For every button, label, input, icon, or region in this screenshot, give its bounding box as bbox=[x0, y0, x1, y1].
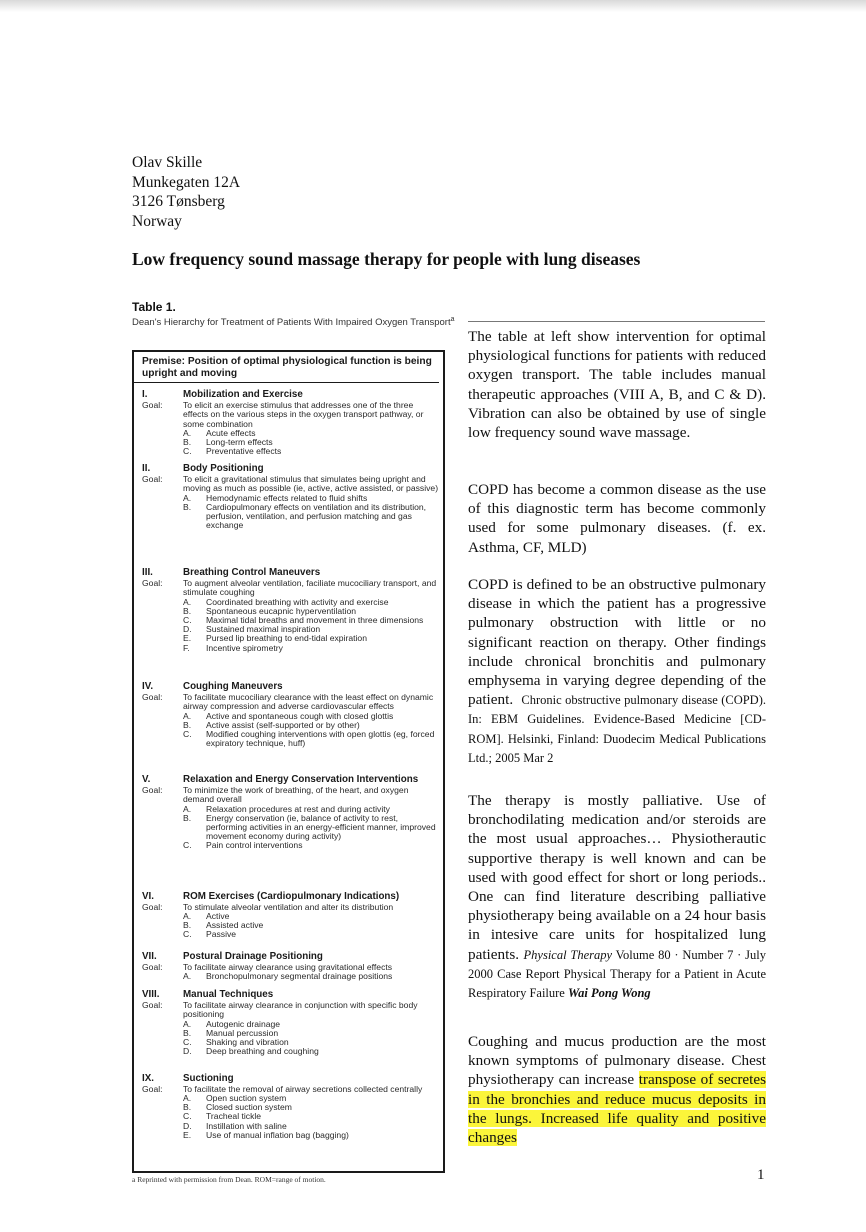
item-letter: E. bbox=[183, 1129, 192, 1140]
treatment-hierarchy-table bbox=[132, 350, 445, 1173]
table-section bbox=[142, 990, 439, 1056]
section-item bbox=[142, 447, 439, 456]
item-letter: E. bbox=[183, 633, 192, 644]
table-section bbox=[142, 568, 439, 653]
goal-text: To minimize the work of breathing, of the heart, and oxygen demand overall bbox=[183, 784, 409, 804]
section-roman-numeral: VI. bbox=[142, 891, 154, 902]
author-name: Olav Skille bbox=[132, 154, 203, 171]
goal-text: To elicit an exercise stimulus that addresses one of the three effects on the various steps in the oxygen transport pathway, or some combination bbox=[183, 399, 424, 429]
item-text: Active assist (self-supported or by other) bbox=[206, 719, 360, 730]
item-letter: B. bbox=[183, 1027, 192, 1038]
section-roman-numeral: VIII. bbox=[142, 989, 160, 1000]
paragraph-1: The table at left show intervention for optimal physiological functions for patients with reduced oxygen transport. The table includes manual therapeutic approaches (VIII A, B, and C & D). Vibration can also be obtained by use of single low frequency sound wave massage. bbox=[468, 328, 766, 442]
item-text: Maximal tidal breaths and movement in three dimensions bbox=[206, 614, 424, 625]
item-letter: C. bbox=[183, 929, 192, 940]
item-text: Acute effects bbox=[206, 428, 256, 438]
item-text: Sustained maximal inspiration bbox=[206, 624, 321, 635]
item-text: Use of manual inflation bag (bagging) bbox=[206, 1129, 349, 1140]
goal-label: Goal: bbox=[142, 961, 163, 972]
goal-label: Goal: bbox=[142, 999, 163, 1010]
item-letter: A. bbox=[183, 492, 192, 503]
goal-text: To elicit a gravitational stimulus that simulates being upright and moving as much as possible (ie, active, active assisted, or passive) bbox=[183, 473, 439, 493]
item-text: Manual percussion bbox=[206, 1027, 279, 1038]
section-title: Relaxation and Energy Conservation Interventions bbox=[183, 774, 419, 785]
section-item bbox=[142, 503, 439, 531]
goal-label: Goal: bbox=[142, 691, 163, 702]
section-item bbox=[142, 644, 439, 653]
section-goal bbox=[142, 693, 439, 712]
item-letter: F. bbox=[183, 642, 190, 653]
table-section bbox=[142, 775, 439, 851]
section-roman-numeral: IV. bbox=[142, 681, 154, 692]
table-label: Table 1. bbox=[132, 300, 176, 314]
item-text: Preventative effects bbox=[206, 446, 282, 457]
window-top-shadow bbox=[0, 0, 866, 12]
item-text: Energy conservation (ie, balance of activity to rest, performing activities in an energy-efficient manner, improved movement economy during activity) bbox=[206, 812, 436, 842]
item-letter: A. bbox=[183, 428, 192, 438]
item-text: Active and spontaneous cough with closed glottis bbox=[206, 710, 394, 721]
item-text: Active bbox=[206, 911, 230, 921]
paragraph-4-text: The therapy is mostly palliative. Use of bronchodilating medication and/or steroids are the most usual approaches… Physiotherautic supportive therapy is well known and can be used with good effect for short or long periods.. One can find literature describing palliative physiotherapy being available on a 24 hour basis in intesive care units for hospitalized lung patients. bbox=[468, 792, 766, 963]
item-text: Deep breathing and coughing bbox=[206, 1046, 319, 1057]
item-letter: A. bbox=[183, 1093, 192, 1103]
section-item bbox=[142, 930, 439, 939]
section-roman-numeral: VII. bbox=[142, 951, 157, 962]
goal-label: Goal: bbox=[142, 399, 163, 410]
goal-text: To facilitate the removal of airway secretions collected centrally bbox=[183, 1083, 423, 1094]
item-text: Relaxation procedures at rest and during activity bbox=[206, 803, 390, 814]
item-text: Closed suction system bbox=[206, 1102, 292, 1113]
table-section bbox=[142, 464, 439, 530]
section-title: Manual Techniques bbox=[183, 989, 274, 1000]
item-text: Cardiopulmonary effects on ventilation and its distribution, perfusion, ventilation, and perfusion matching and gas exchange bbox=[206, 501, 427, 531]
table-section bbox=[142, 952, 439, 981]
item-letter: C. bbox=[183, 728, 192, 739]
author-city: 3126 Tønsberg bbox=[132, 193, 225, 210]
table-footnote: a Reprinted with permission from Dean. ROM=range of motion. bbox=[132, 1175, 326, 1184]
paragraph-5 bbox=[468, 1032, 766, 1147]
paragraph-2: COPD has become a common disease as the use of this diagnostic term has become commonly used for some pulmonary diseases. (f. ex. Asthma, CF, MLD) bbox=[468, 481, 766, 556]
item-letter: A. bbox=[183, 1018, 192, 1029]
goal-text: To facilitate airway clearance using gravitational effects bbox=[183, 961, 393, 972]
item-text: Modified coughing interventions with open glottis (eg, forced expiratory technique, huff) bbox=[206, 728, 435, 749]
section-roman-numeral: V. bbox=[142, 774, 151, 785]
table-caption-text: Dean's Hierarchy for Treatment of Patients With Impaired Oxygen Transport$^a$ bbox=[132, 316, 455, 329]
goal-label: Goal: bbox=[142, 1083, 163, 1094]
item-letter: B. bbox=[183, 719, 192, 730]
item-text: Bronchopulmonary segmental drainage positions bbox=[206, 971, 393, 981]
item-text: Coordinated breathing with activity and exercise bbox=[206, 596, 389, 607]
goal-label: Goal: bbox=[142, 473, 163, 484]
goal-label: Goal: bbox=[142, 901, 163, 912]
item-letter: C. bbox=[183, 446, 192, 457]
section-title: Suctioning bbox=[183, 1073, 234, 1084]
author-address bbox=[132, 153, 240, 231]
section-item bbox=[142, 814, 439, 842]
item-text: Assisted active bbox=[206, 920, 264, 931]
item-text: Instillation with saline bbox=[206, 1120, 287, 1131]
paragraph-3-citation: Chronic obstructive pulmonary disease (COPD). In: EBM Guidelines. Evidence-Based Medicine [CD-ROM]. Helsinki, Finland: Duodecim Medical Publications Ltd.; 2005 Mar 2 bbox=[468, 693, 766, 765]
item-text: Passive bbox=[206, 929, 237, 940]
item-letter: C. bbox=[183, 614, 192, 625]
page-number: 1 bbox=[757, 1167, 765, 1183]
table-caption bbox=[132, 300, 462, 329]
section-roman-numeral: III. bbox=[142, 567, 153, 578]
section-item bbox=[142, 1047, 439, 1056]
author-country: Norway bbox=[132, 212, 182, 230]
section-roman-numeral: IX. bbox=[142, 1073, 154, 1084]
table-section bbox=[142, 682, 439, 748]
author-street: Munkegaten 12A bbox=[132, 173, 241, 191]
item-text: Pursed lip breathing to end-tidal expiration bbox=[206, 633, 367, 644]
goal-text: To facilitate airway clearance in conjunction with specific body positioning bbox=[183, 999, 418, 1019]
item-letter: B. bbox=[183, 812, 192, 823]
section-roman-numeral: I. bbox=[142, 389, 148, 400]
goal-text: To facilitate mucociliary clearance with the least effect on dynamic airway compression and adverse cardiovascular effects bbox=[183, 691, 434, 711]
table-premise: Premise: Position of optimal physiological function is being upright and moving bbox=[134, 352, 439, 383]
section-item bbox=[142, 1131, 439, 1140]
item-letter: C. bbox=[183, 840, 192, 851]
highlighted-text: transpose of secretes in the bronchies and reduce mucus deposits in the lungs. Increased life quality and positive changes bbox=[468, 1071, 766, 1147]
section-title: Coughing Maneuvers bbox=[183, 681, 283, 692]
section-item bbox=[142, 730, 439, 748]
table-section bbox=[142, 892, 439, 940]
section-goal bbox=[142, 475, 439, 494]
item-letter: A. bbox=[183, 710, 192, 721]
item-text: Hemodynamic effects related to fluid shifts bbox=[206, 492, 368, 503]
item-letter: D. bbox=[183, 1046, 192, 1057]
paragraph-5-text: Coughing and mucus production are the most known symptoms of pulmonary disease. Chest physiotherapy can increase bbox=[468, 1033, 766, 1089]
item-letter: B. bbox=[183, 1102, 192, 1113]
section-title: Breathing Control Maneuvers bbox=[183, 567, 321, 578]
table-section bbox=[142, 1074, 439, 1140]
item-letter: A. bbox=[183, 803, 192, 814]
item-letter: B. bbox=[183, 605, 192, 616]
item-letter: B. bbox=[183, 920, 192, 931]
paragraph-4 bbox=[468, 791, 766, 1002]
item-text: Pain control interventions bbox=[206, 840, 303, 851]
item-text: Autogenic drainage bbox=[206, 1018, 281, 1029]
document-title: Low frequency sound massage therapy for people with lung diseases bbox=[132, 249, 641, 269]
item-letter: C. bbox=[183, 1111, 192, 1122]
item-letter: A. bbox=[183, 596, 192, 607]
table-section bbox=[142, 390, 439, 457]
item-letter: C. bbox=[183, 1036, 192, 1047]
item-text: Incentive spirometry bbox=[206, 642, 283, 653]
item-letter: B. bbox=[183, 437, 192, 448]
section-goal bbox=[142, 1001, 439, 1020]
goal-label: Goal: bbox=[142, 577, 163, 588]
section-title: Mobilization and Exercise bbox=[183, 389, 303, 400]
section-goal bbox=[142, 401, 439, 430]
item-letter: A. bbox=[183, 971, 192, 981]
goal-text: To stimulate alveolar ventilation and alter its distribution bbox=[183, 901, 394, 912]
goal-text: To augment alveolar ventilation, faciliate mucociliary transport, and stimulate coughing bbox=[183, 577, 437, 597]
item-letter: D. bbox=[183, 1120, 192, 1131]
section-item bbox=[142, 972, 439, 981]
item-text: Shaking and vibration bbox=[206, 1036, 289, 1047]
caption-footnote-mark: a bbox=[450, 316, 455, 323]
paragraph-4-citation: Physical Therapy Volume 80 · Number 7 · July 2000 Case Report Physical Therapy for a Patient in Acute Respiratory Failure Wai Pong Wong bbox=[468, 947, 766, 1001]
paragraph-3-text: COPD is defined to be an obstructive pulmonary disease in which the patient has a progressive pulmonary obstruction with little or no significant reaction on therapy. Other findings include chronical bronchitis and pulmonary emphysema in varying degree depending of the patient. bbox=[468, 576, 766, 709]
section-title: Body Positioning bbox=[183, 463, 264, 474]
section-item bbox=[142, 841, 439, 850]
section-goal bbox=[142, 579, 439, 598]
section-roman-numeral: II. bbox=[142, 463, 151, 474]
item-text: Spontaneous eucapnic hyperventilation bbox=[206, 605, 357, 616]
goal-label: Goal: bbox=[142, 784, 163, 795]
section-title: Postural Drainage Positioning bbox=[183, 951, 323, 962]
section-goal bbox=[142, 786, 439, 805]
paragraph-3 bbox=[468, 575, 766, 767]
section-title: ROM Exercises (Cardiopulmonary Indications) bbox=[183, 891, 400, 902]
item-text: Long-term effects bbox=[206, 437, 273, 448]
item-letter: B. bbox=[183, 501, 192, 512]
item-letter: D. bbox=[183, 624, 192, 635]
item-text: Tracheal tickle bbox=[206, 1111, 262, 1122]
item-letter: A. bbox=[183, 911, 192, 921]
column-divider-rule bbox=[468, 321, 765, 322]
item-text: Open suction system bbox=[206, 1093, 287, 1103]
